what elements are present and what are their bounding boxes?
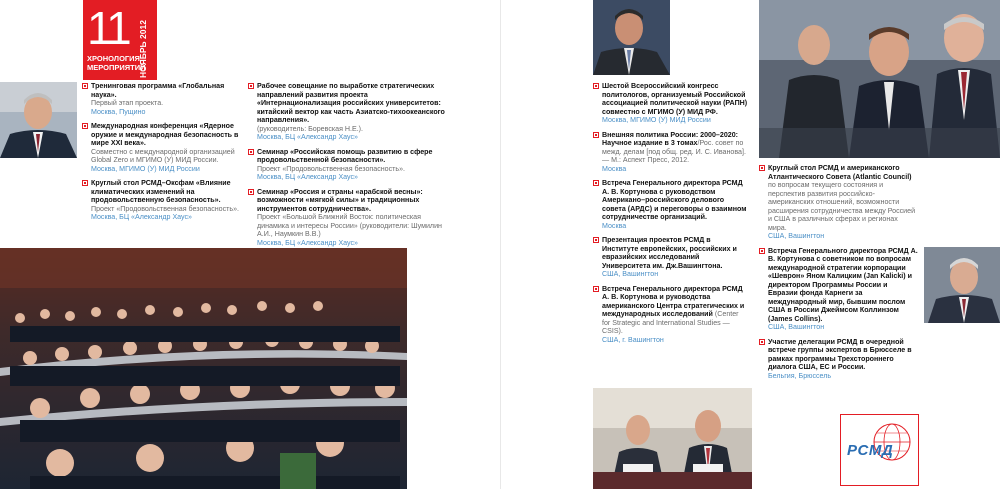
event-item: Встреча Генерального директора РСМД А. В. Кортунова и руководства американского Центра стратегических и международных исследований (Center for Strategic and International Studies — CSIS). США, г. Вашингтон <box>602 285 748 345</box>
bullet-icon <box>759 165 765 171</box>
bullet-icon <box>248 149 254 155</box>
photo-delegation-meeting <box>593 388 752 489</box>
bullet-icon <box>759 248 765 254</box>
event-item: Встреча Генерального директора РСМД А. В. Кортунова с советником по вопросам международной стратегии корпорации «Шеврон» Яном Калицким (Jan Kalicki) и директором Программы России и Евразии фонда Карнеги за международный мир, бывшим послом США в России Джеймсом Коллинзом (James Collins). США, Вашингтон <box>768 247 918 332</box>
events-column-1 <box>91 82 241 228</box>
photo-conference-hall <box>0 248 407 489</box>
event-item: Семинар «Российская помощь развитию в сфере продовольственной безопасности». Проект «Продовольственная безопасность». Москва, БЦ «Александр Хаус» <box>257 148 447 182</box>
event-item: Круглый стол РСМД и американского Атлантического Совета (Atlantic Council) по вопросам текущего состояния и перспектив развития российско-американских отношений, возможности расширения сотрудничества между Россией и США в различных сферах и регионах мира. США, Вашингтон <box>768 164 918 241</box>
event-item: Тренинговая программа «Глобальная наука». Первый этап проекта. Москва, Пущино <box>91 82 241 116</box>
events-column-3 <box>602 82 748 350</box>
bullet-icon <box>593 83 599 89</box>
event-item: Участие делегации РСМД в очередной встрече группы экспертов в Брюсселе в рамках программы Трехстороннего диалога США, ЕС и России. Бельгия, Брюссель <box>768 338 918 381</box>
rsmd-logo <box>840 414 919 486</box>
event-item: Шестой Всероссийский конгресс политологов, организуемый Российской ассоциацией политической науки (РАПН) совместно с МГИМО (У) МИД РФ. Москва, МГИМО (У) МИД России <box>602 82 748 125</box>
bullet-icon <box>248 189 254 195</box>
photo-speaker-portrait <box>0 82 77 158</box>
events-column-2 <box>257 82 447 253</box>
photo-congress-speaker <box>593 0 670 75</box>
bullet-icon <box>593 286 599 292</box>
bullet-icon <box>82 83 88 89</box>
logo-text: РСМД <box>847 442 894 459</box>
day-number: 11 <box>87 2 129 54</box>
bullet-icon <box>593 132 599 138</box>
event-item: Встреча Генерального директора РСМД А. В. Кортунова с руководством Американо–российского делового совета (АРДС) и переговоры о взаимном сотрудничестве организаций. Москва <box>602 179 748 230</box>
bullet-icon <box>759 339 765 345</box>
bullet-icon <box>82 180 88 186</box>
event-item: Семинар «Россия и страны «арабской весны»: возможности «мягкой силы» и традиционных инструментов сотрудничества». Проект «Большой Ближний Восток: политическая динамика и интересы России» (руководители: Шумилин А.И., Наумкин В.В.) Москва, БЦ «Александр Хаус» <box>257 188 447 248</box>
event-item: Круглый стол РСМД–Оксфам «Влияние климатических изменений на продовольственную безопасность». Проект «Продовольственная безопасность». Москва, БЦ «Александр Хаус» <box>91 179 241 222</box>
badge-month-year: НОЯБРЬ 2012 <box>138 20 148 78</box>
bullet-icon <box>593 180 599 186</box>
events-column-4 <box>768 164 918 386</box>
page-spine <box>500 0 501 489</box>
event-item: Рабочее совещание по выработке стратегических направлений развития проекта «Интернационализация российских университетов: китайский вектор как часть Азиатско-тихоокеанского направления». (руководитель: Боревская Н.Е.). Москва, БЦ «Александр Хаус» <box>257 82 447 142</box>
date-badge <box>83 0 157 80</box>
bullet-icon <box>593 237 599 243</box>
photo-meeting-guest <box>924 247 1000 323</box>
bullet-icon <box>82 123 88 129</box>
bullet-icon <box>248 83 254 89</box>
photo-roundtable-participants <box>759 0 1000 158</box>
badge-caption: ХРОНОЛОГИЯ МЕРОПРИЯТИЙ <box>87 54 146 72</box>
event-item: Презентация проектов РСМД в Институте европейских, российских и евразийских исследований Университета им. Дж.Вашингтона. США, Вашингтон <box>602 236 748 279</box>
event-item: Внешняя политика России: 2000–2020: Научное издание в 3 томах/Рос. совет по межд. делам [под общ. ред. И. С. Иванова]. — М.: Аспект Пресс, 2012. Москва <box>602 131 748 174</box>
event-item: Международная конференция «Ядерное оружие и международная безопасность в мире XXI века». Совместно с международной организацией Global Zero и МГИМО (У) МИД России. Москва, МГИМО (У) МИД России <box>91 122 241 173</box>
